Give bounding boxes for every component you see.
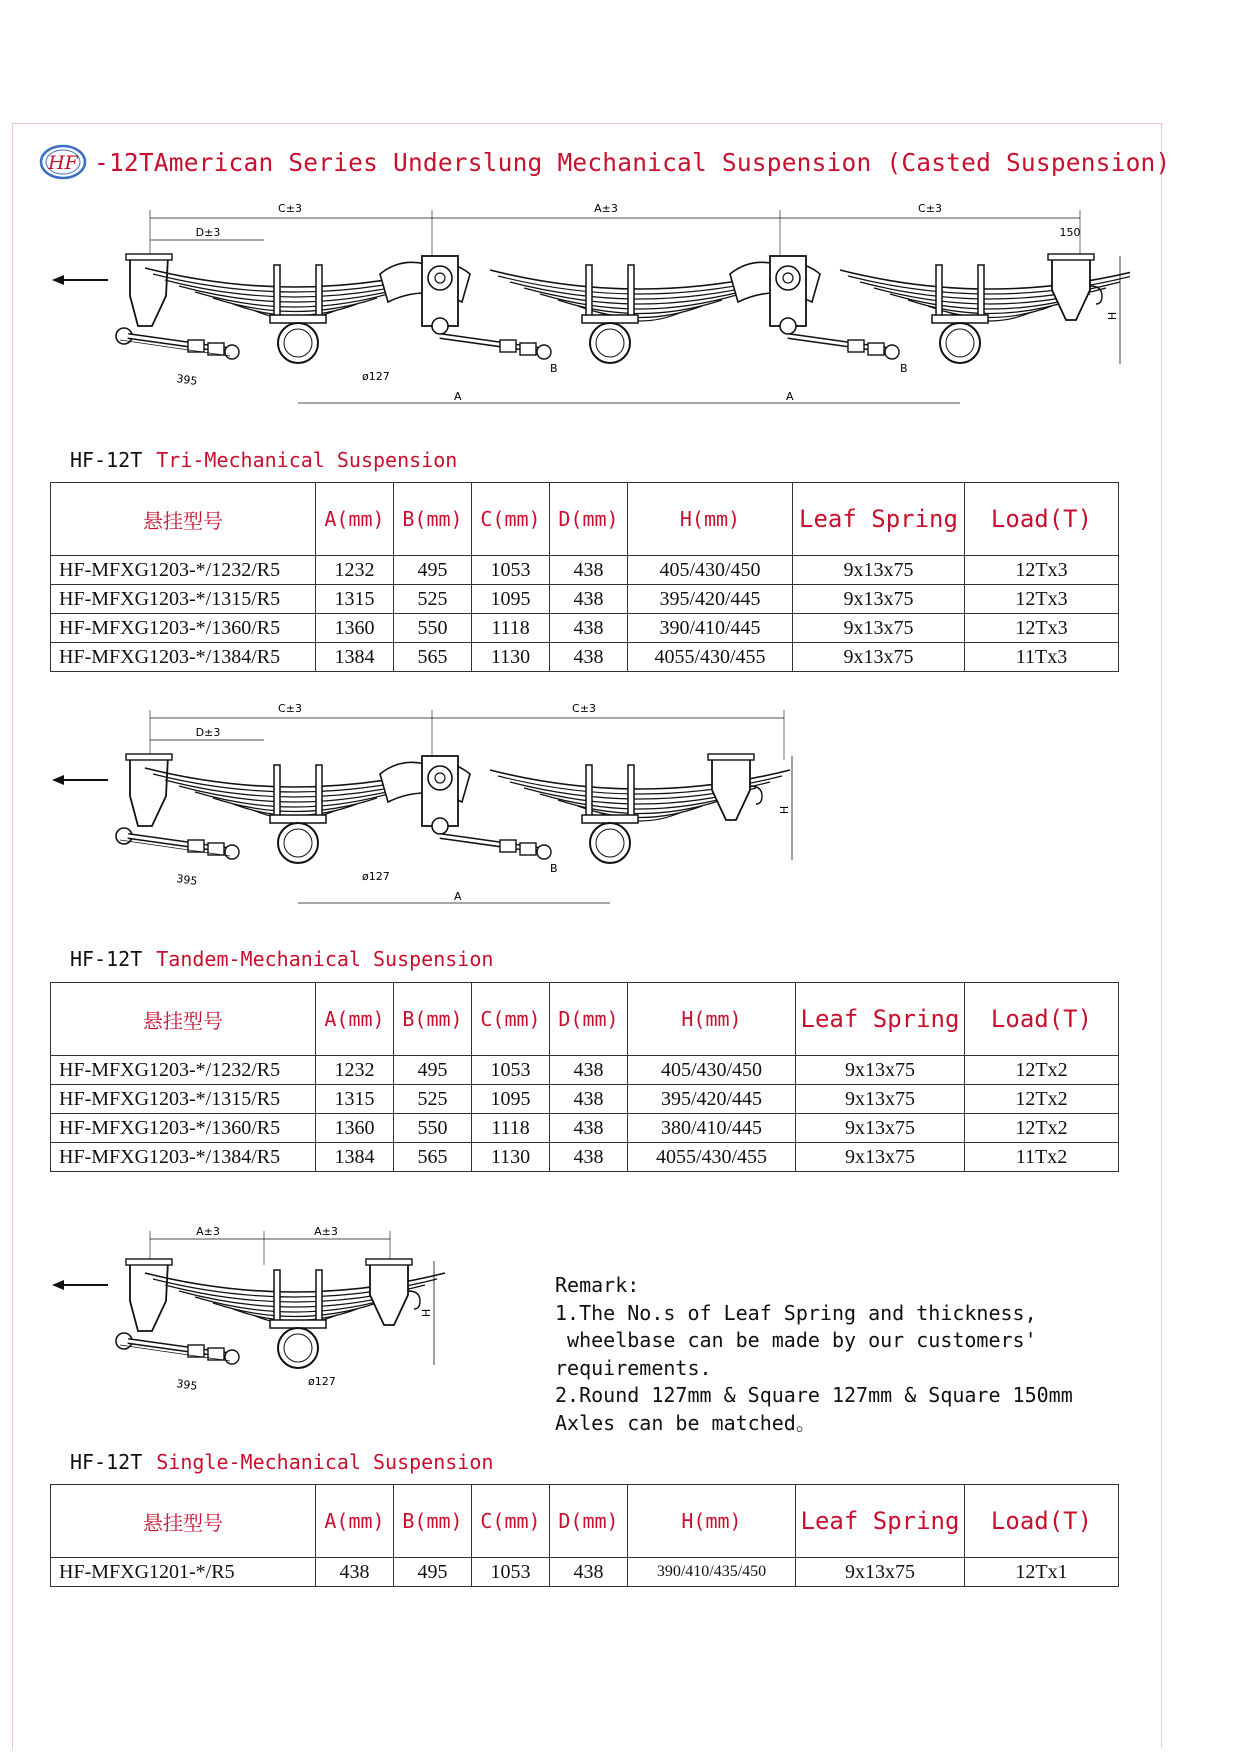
table-row — [51, 1485, 1119, 1558]
table-cell: 12Tx2 — [965, 1114, 1119, 1143]
table-row — [51, 483, 1119, 556]
table-cell: 1360 — [316, 1114, 394, 1143]
table-cell: HF-MFXG1203-*/1315/R5 — [51, 585, 316, 614]
table-cell: 495 — [394, 556, 472, 585]
table-cell: 405/430/450 — [628, 1056, 796, 1085]
table-cell: 12Tx3 — [965, 585, 1119, 614]
table-cell: 565 — [394, 1143, 472, 1172]
table-row — [51, 1143, 1119, 1172]
table-cell: 550 — [394, 614, 472, 643]
table-row — [51, 1114, 1119, 1143]
table-cell: 9x13x75 — [793, 643, 965, 672]
page-frame-right — [1161, 123, 1162, 1748]
col-h: H(mm) — [628, 483, 793, 556]
table-cell: 438 — [550, 556, 628, 585]
table-row — [51, 1085, 1119, 1114]
table-cell: 9x13x75 — [793, 585, 965, 614]
table-cell: HF-MFXG1203-*/1360/R5 — [51, 1114, 316, 1143]
table-cell: 438 — [550, 1056, 628, 1085]
dim-d: D±3 — [195, 726, 221, 739]
table-cell: HF-MFXG1203-*/1232/R5 — [51, 1056, 316, 1085]
dim-phi127: ø127 — [362, 870, 390, 883]
table-cell: 1384 — [316, 643, 394, 672]
dim-h: H — [420, 1308, 433, 1318]
table-cell: 525 — [394, 585, 472, 614]
table-cell: 438 — [550, 614, 628, 643]
table-cell: 1384 — [316, 1143, 394, 1172]
remark-heading: Remark: — [555, 1273, 640, 1297]
tri-mechanical-drawing — [50, 198, 1130, 408]
dim-phi127: ø127 — [362, 370, 390, 383]
col-d: D(mm) — [550, 483, 628, 556]
table-cell: 12Tx2 — [965, 1056, 1119, 1085]
table-row — [51, 614, 1119, 643]
logo-text: HF — [48, 152, 78, 174]
table-cell: 1095 — [472, 585, 550, 614]
col-a: A(mm) — [316, 483, 394, 556]
dim-c-left: C±3 — [278, 702, 302, 715]
table-cell: 495 — [394, 1558, 472, 1587]
table-cell: 1053 — [472, 1558, 550, 1587]
table-row — [51, 556, 1119, 585]
dim-h: H — [1106, 311, 1119, 321]
table-cell: 12Tx3 — [965, 556, 1119, 585]
table-cell: 1095 — [472, 1085, 550, 1114]
col-d: D(mm) — [550, 1485, 628, 1558]
table-cell: 11Tx2 — [965, 1143, 1119, 1172]
tandem-mechanical-drawing — [50, 698, 810, 908]
table-cell: HF-MFXG1201-*/R5 — [51, 1558, 316, 1587]
col-model: 悬挂型号 — [51, 1485, 316, 1558]
single-spec-table — [50, 1484, 1119, 1587]
table-cell: 438 — [550, 1558, 628, 1587]
col-a: A(mm) — [316, 1485, 394, 1558]
col-load: Load(T) — [965, 983, 1119, 1056]
table-cell: 9x13x75 — [796, 1558, 965, 1587]
col-leaf: Leaf Spring — [796, 1485, 965, 1558]
tri-section-label: HF-12T Tri-Mechanical Suspension — [70, 448, 458, 472]
table-cell: 1130 — [472, 1143, 550, 1172]
dim-c-left: C±3 — [278, 202, 302, 215]
remark-line: Axles can be matched。 — [555, 1410, 816, 1435]
tandem-section-label: HF-12T Tandem-Mechanical Suspension — [70, 947, 494, 971]
table-cell: 9x13x75 — [796, 1143, 965, 1172]
table-cell: 438 — [550, 643, 628, 672]
table-cell: 405/430/450 — [628, 556, 793, 585]
tandem-spec-table — [50, 982, 1119, 1172]
table-cell: 1360 — [316, 614, 394, 643]
dim-a: A — [454, 890, 462, 903]
single-mechanical-drawing — [50, 1225, 450, 1405]
table-row — [51, 983, 1119, 1056]
col-c: C(mm) — [472, 483, 550, 556]
dim-395: 395 — [175, 872, 199, 888]
table-cell: 438 — [550, 1143, 628, 1172]
remark-line: wheelbase can be made by our customers' — [555, 1328, 1037, 1352]
dim-a-mid: A±3 — [594, 202, 618, 215]
table-cell: 9x13x75 — [796, 1085, 965, 1114]
table-cell: 1315 — [316, 585, 394, 614]
table-cell: 12Tx2 — [965, 1085, 1119, 1114]
col-model: 悬挂型号 — [51, 983, 316, 1056]
title-row — [38, 142, 1170, 182]
table-cell: 4055/430/455 — [628, 1143, 796, 1172]
remark-line: 2.Round 127mm & Square 127mm & Square 150mm — [555, 1383, 1073, 1407]
table-cell: 565 — [394, 643, 472, 672]
table-cell: 380/410/445 — [628, 1114, 796, 1143]
remark-line: 1.The No.s of Leaf Spring and thickness, — [555, 1300, 1037, 1325]
dim-395: 395 — [175, 1377, 199, 1393]
dim-h: H — [778, 805, 791, 815]
dim-a-right: A±3 — [314, 1225, 338, 1238]
col-h: H(mm) — [628, 983, 796, 1056]
dim-a-1: A — [454, 390, 462, 403]
table-cell: 1118 — [472, 614, 550, 643]
table-cell: 390/410/445 — [628, 614, 793, 643]
table-cell: 395/420/445 — [628, 1085, 796, 1114]
table-cell: 438 — [550, 1114, 628, 1143]
table-cell: 12Tx3 — [965, 614, 1119, 643]
table-cell: HF-MFXG1203-*/1384/R5 — [51, 643, 316, 672]
dim-395: 395 — [175, 372, 199, 388]
col-leaf: Leaf Spring — [793, 483, 965, 556]
col-a: A(mm) — [316, 983, 394, 1056]
col-b: B(mm) — [394, 1485, 472, 1558]
dim-a-left: A±3 — [196, 1225, 220, 1238]
table-cell: 525 — [394, 1085, 472, 1114]
table-cell: 4055/430/455 — [628, 643, 793, 672]
dim-d: D±3 — [195, 226, 221, 239]
table-cell: HF-MFXG1203-*/1315/R5 — [51, 1085, 316, 1114]
dim-b-2: B — [900, 362, 908, 375]
dim-b-1: B — [550, 362, 558, 375]
table-cell: 395/420/445 — [628, 585, 793, 614]
table-cell: 390/410/435/450 — [628, 1558, 796, 1587]
dim-a-2: A — [786, 390, 794, 403]
dim-phi127: ø127 — [308, 1375, 336, 1388]
single-section-label: HF-12T Single-Mechanical Suspension — [70, 1450, 494, 1474]
table-cell: 9x13x75 — [793, 614, 965, 643]
dim-c-right: C±3 — [572, 702, 596, 715]
table-row — [51, 1056, 1119, 1085]
col-c: C(mm) — [472, 1485, 550, 1558]
table-cell: HF-MFXG1203-*/1384/R5 — [51, 1143, 316, 1172]
table-cell: HF-MFXG1203-*/1360/R5 — [51, 614, 316, 643]
dim-b: B — [550, 862, 558, 875]
dim-c-right: C±3 — [918, 202, 942, 215]
col-load: Load(T) — [965, 483, 1119, 556]
table-row — [51, 643, 1119, 672]
table-row — [51, 1558, 1119, 1587]
table-cell: 438 — [316, 1558, 394, 1587]
col-model: 悬挂型号 — [51, 483, 316, 556]
table-cell: 11Tx3 — [965, 643, 1119, 672]
dim-150: 150 — [1059, 226, 1081, 239]
col-leaf: Leaf Spring — [796, 983, 965, 1056]
table-cell: 550 — [394, 1114, 472, 1143]
col-d: D(mm) — [550, 983, 628, 1056]
col-h: H(mm) — [628, 1485, 796, 1558]
table-cell: 1053 — [472, 556, 550, 585]
tri-spec-table — [50, 482, 1119, 672]
col-c: C(mm) — [472, 983, 550, 1056]
table-cell: 1232 — [316, 1056, 394, 1085]
hf-logo — [38, 143, 90, 181]
table-cell: 9x13x75 — [793, 556, 965, 585]
table-cell: 1232 — [316, 556, 394, 585]
table-cell: 1118 — [472, 1114, 550, 1143]
page-title: -12TAmerican Series Underslung Mechanical Suspension (Casted Suspension) — [94, 147, 1171, 177]
remark-block — [555, 1272, 1115, 1437]
col-load: Load(T) — [965, 1485, 1119, 1558]
table-cell: HF-MFXG1203-*/1232/R5 — [51, 556, 316, 585]
table-cell: 438 — [550, 585, 628, 614]
table-cell: 1053 — [472, 1056, 550, 1085]
table-cell: 9x13x75 — [796, 1056, 965, 1085]
table-cell: 495 — [394, 1056, 472, 1085]
table-cell: 12Tx1 — [965, 1558, 1119, 1587]
col-b: B(mm) — [394, 483, 472, 556]
remark-line: requirements. — [555, 1355, 712, 1380]
table-cell: 1315 — [316, 1085, 394, 1114]
table-cell: 438 — [550, 1085, 628, 1114]
col-b: B(mm) — [394, 983, 472, 1056]
table-row — [51, 585, 1119, 614]
table-cell: 9x13x75 — [796, 1114, 965, 1143]
table-cell: 1130 — [472, 643, 550, 672]
